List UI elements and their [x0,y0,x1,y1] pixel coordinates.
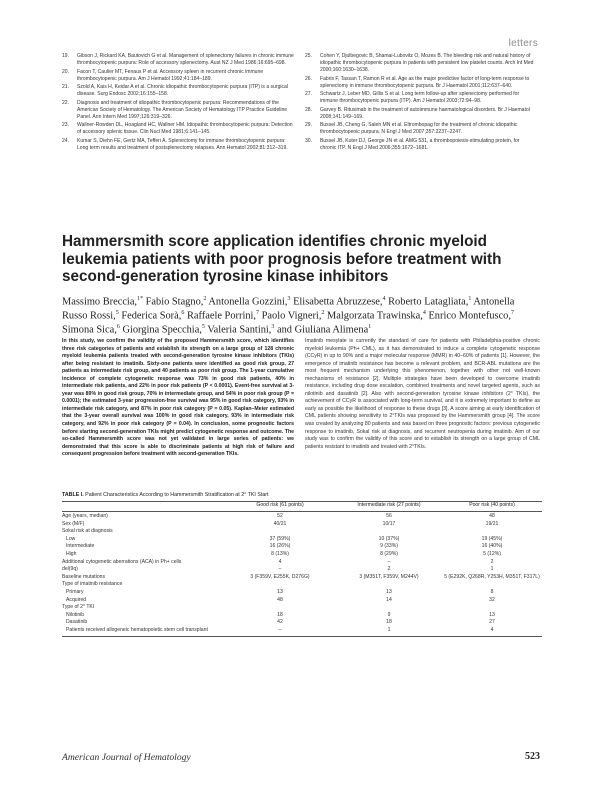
table-cell: 4 [278,558,282,565]
reference-text: Bussel JB, Cheng G, Saleh MN et al. Eltrombopag for the treatment of chronic idiopathic thrombocytopenic purpura. N Engl J Med 2007;357:2237–2247. [320,122,518,136]
author-name: Paolo Vigneri, [261,310,322,322]
table-cell: 40/21 [273,520,287,527]
table-cell: 9 (33%) [380,543,398,550]
author-affiliation: 1* [137,296,144,302]
table-row-label: Additional cytogenetic aberrations (ACA) in Ph+ cells [62,558,182,565]
table-row [62,627,542,635]
table-caption-text: Patient Characteristics According to Hammersmith Stratification at 2° TKI Start [85,492,269,498]
reference-item [305,91,537,105]
author-name: Enrico Montefusco, [428,310,511,322]
table-row [62,559,542,567]
table-row [62,528,542,536]
reference-number: 28. [305,106,313,113]
reference-item [62,138,294,152]
table-cell: 5 (E292K, Q268R, Y253H, M351T, F317L) [444,573,540,580]
table-cell: 2 [387,566,391,573]
table-row-label: Sex (M/F) [62,520,85,527]
author-affiliation: 2 [321,310,325,317]
table-cell: 1 [490,566,494,573]
table-row [62,566,542,574]
reference-text: Garvey B. Rituximab in the treatment of autoimmune haematological disorders. Br J Haematol 2008;141:149–169. [320,106,530,120]
reference-item [62,122,294,136]
table-row [62,589,542,597]
table-row [62,513,542,521]
table-row-label: Dasatinib [66,619,88,626]
author-affiliation: 7 [510,310,514,317]
reference-item [62,69,294,83]
author-name: Fabio Stagno, [145,296,204,308]
reference-item [305,76,537,90]
table-row-label: Intermediate [66,543,95,550]
references-left-column [62,53,294,153]
table-cell: 32 [489,596,495,603]
table-cell: 19/21 [485,520,499,527]
table-cell: 8 (13%) [271,551,289,557]
table-cell: 8 [490,589,494,595]
table-cell: 52 [277,513,283,519]
table-cell: – [278,627,282,633]
author-affiliation: 6 [181,310,185,317]
table-cell: 42 [277,619,283,626]
author-name: Antonella Russo Rossi, [62,296,515,322]
table-row-label: Acquired [66,596,87,603]
table-row [62,597,542,605]
reference-text: Kumar S, Diehn FE, Gertz MA, Tefferi A. Splenectomy for immune thrombocytopenic purpura: Long term results and treatment of postsplenectomy relapses. Ann Hematol 2002;81:312–319. [77,137,288,151]
table-row [62,551,542,559]
section-header: letters [508,38,538,49]
reference-text: Schwartz J, Leber MD, Gillis S et al. Long term follow-up after splenectomy performed for immune thrombocytopenic purpura (ITP). Am J Hematol 2003;72:94–98. [320,91,520,105]
table-header-rule [62,511,542,512]
reference-item [305,138,537,152]
author-affiliation: 3 [287,296,291,302]
reference-item [305,107,537,121]
table-cell: 1 [387,627,391,633]
reference-number: 23. [62,122,70,129]
reference-text: Diagnosis and treatment of idiopathic thrombocytopenic purpura: Recommendations of the American Society of Hematology. The American Society of Hematology ITP Practice Guideline Panel. Ann Intern Med 1997;126:319–326. [77,99,288,120]
reference-number: 21. [62,84,70,90]
author-name: Roberto Latagliata, [388,296,469,308]
table-caption [62,492,542,498]
author-name: Federica Sorà, [121,310,182,322]
author-affiliation: 2 [203,296,207,302]
journal-name: American Journal of Hematology [62,752,191,763]
table-cell: 37 (59%) [269,535,291,542]
table-row-label: Baseline mutations [62,573,106,580]
table-row-label: del(9q) [62,566,78,573]
table-label: TABLE I. [62,492,84,498]
author-affiliation: 1 [468,296,472,302]
reference-text: Wallner-Rowden DL, Hoagland HC, Wallner HM. Idiopathic thrombocytopenic purpura: Detection of accessory splenic tissue. Clin Nucl Med 1981;6:141–145. [77,122,293,136]
table-cell: 13 [489,611,495,618]
table-row-label: Sokal risk at diagnosis [62,528,113,535]
author-affiliation: 7 [256,310,260,317]
reference-number: 22. [62,99,70,106]
author-name: Antonella Gozzini, [208,296,288,308]
table-row [62,604,542,612]
author-affiliation: 4 [382,296,386,302]
author-name: Massimo Breccia, [62,296,138,308]
column-header: Intermediate risk (27 points) [357,502,421,508]
table-cell: 3 (M351T, F359V, M244V) [359,573,419,580]
author-name: Simona Sica, [62,324,117,336]
author-affiliation: 5 [201,324,205,331]
table-row-label: Type of imatinib resistance [62,581,123,588]
table-cell: 10/17 [382,520,396,527]
table-cell: 13 [277,589,283,595]
reference-number: 25. [305,53,313,59]
table-row-label: Type of 2° TKI [62,604,95,611]
reference-text: Bussel JB, Kuter DJ, George JN et al. AMG 531, a thrombopoiesis-stimulating protein, for chronic ITP. N Engl J Med 2006;355:1672–1681. [320,137,520,151]
table-cell: 18 [277,611,283,618]
reference-number: 26. [305,75,313,82]
reference-number: 19. [62,53,70,59]
author-affiliation: 6 [116,324,120,331]
table-cell: 5 (12%) [483,551,501,557]
table-cell: 48 [489,513,495,519]
reference-text: Cohen Y, Djulbegovic B, Shamai-Lubovitz O, Mozes B. The bleeding risk and natural history of idiopathic thrombocytopenic purpura in patients with persistent low platelet counts. Arch Int Med 2000;160:1630–1638. [320,53,534,74]
reference-number: 27. [305,91,313,98]
reference-number: 20. [62,68,70,75]
reference-number: 29. [305,122,313,129]
page-number: 523 [525,751,540,762]
table-cell: 10 (37%) [378,535,400,542]
table-row [62,536,542,544]
references-right-column [305,53,537,153]
article-title: Hammersmith score application identifies chronic myeloid leukemia patients with poor prognosis before treatment with second-generation tyrosine kinase inhibitors [62,233,502,286]
table-cell: – [387,558,391,565]
table-row-label: Patients received allogeneic hematopoietic stem cell transplant [66,627,208,633]
table-cell: 14 [386,596,392,603]
column-header: Poor risk (40 points) [469,502,515,508]
reference-number: 24. [62,137,70,144]
table-row [62,521,542,529]
column-header: Good risk (61 points) [256,502,304,508]
reference-item [305,53,537,74]
table-cell: 56 [386,513,392,519]
reference-text: Szold A, Kais H, Keidar A et al. Chronic idiopathic thrombocytopenic purpura (ITP) is a surgical disease. Surg Endosc 2002;16:155–158. [77,84,288,98]
reference-item [305,122,537,136]
author-name: Valeria Santini, [207,324,272,336]
table-cell: – [278,566,282,573]
table-row-label: Primary [66,589,84,595]
table-row [62,574,542,582]
abstract: In this study, we confirm the validity of the proposed Hammersmith score, which identifies three risk categories of patients and establish its strength on a large group of 128 chronic myeloid leukemia patients treated with second-generation tyrosine kinase inhibitors (TKIs) after being resistant to imatinib. Sixty-one patients were identified as good risk group, 27 patients as intermediate risk group, and 40 patients as poor risk group. The 1-year cumulative incidence of complete cytogenetic response was 73% in good risk patients, 40% in intermediate risk patients, and 22% in poor risk patients (P < 0.0001). Event-free survival at 3-year was 89% in good risk group, 70% in intermediate group, and 54% in poor risk group (P = 0.0001); the estimated 3-year progression-free survival was 95% in good risk category, 93% in intermediate risk category, and 87% in poor risk category (P = 0.05). Kaplan–Meier estimated that the 3-year overall survival was 100% in good risk category, 93% in intermediate risk category, and 92% in poor risk category (P = 0.04). In conclusion, some prognostic factors before starting second-generation TKIs might predict cytogenetic response and outcome. The so-called Hammersmith score was not yet validated in large series of patients: we demonstrated that this score is able to discriminate patients at high risk of failure and consequent progression before treatment with second-generation TKIs. [62,338,294,458]
reference-item [62,84,294,98]
author-affiliation: 4 [422,310,426,317]
table-cell: 19 (45%) [481,535,503,542]
table-row [62,619,542,627]
table-header-row [62,502,542,510]
reference-text: Gibson J, Rickard KA, Bautovich G et al. Management of splenectomy failures in chronic immune thrombocytopenic purpura: Role of accessory splenectomy. Aust NZ J Med 1986;16:695–698. [77,53,294,67]
reference-item [62,100,294,121]
table-cell: 48 [277,596,283,603]
table-cell: 16 (26%) [269,543,291,550]
table-row-label: High [66,551,77,557]
table-row-label: Low [66,535,76,542]
table-cell: 8 (29%) [380,551,398,557]
author-affiliation: 5 [115,310,119,317]
table-cell: 2 [490,558,494,565]
author-list [62,294,542,336]
reference-text: Fabris F, Tassan T, Ramon R et al. Age as the major predictive factor of long-term response to splenectomy in immune thrombocytopenic purpura. Br J Haematol 2001;112:637–640. [320,75,530,89]
author-name: Giorgina Specchia, [122,324,202,336]
table-row-label: Age (years, median) [62,513,108,519]
table-row [62,581,542,589]
author-name: and Giuliana Alimena [277,324,369,336]
reference-text: Facon T, Caulier MT, Fenaux P et al. Accessory spleen in recurrent chronic immune thrombocytopenic purpura. Am J Hematol 1992;41:184–189. [77,68,264,82]
reference-item [62,53,294,67]
table-cell: 13 [386,589,392,595]
table-cell: 4 [490,627,494,633]
reference-number: 30. [305,137,313,144]
author-name: Raffaele Porrini, [186,310,257,322]
table-row [62,612,542,620]
author-name: Elisabetta Abruzzese, [293,296,383,308]
table-cell: 3 (F359V, E255K, D276G) [250,573,310,580]
table-bottom-rule [62,636,542,637]
table-cell: 27 [489,619,495,626]
table-cell: 18 [386,619,392,626]
table-row-label: Nilotinib [66,611,85,618]
author-affiliation: 1 [368,324,372,331]
author-affiliation: 3 [271,324,275,331]
table-cell: 16 (40%) [481,543,503,550]
table-cell: 9 [387,611,391,618]
body-text: Imatinib mesylate is currently the standard of care for patients with Philadelphia-positive chronic myeloid leukemia (Ph+ CML), as it has demonstrated to induce a complete cytogenetic response (CCyR) in up to 90% and a major molecular response (MMR) in 40–60% of patients [1]. However, the emergence of imatinib resistance has become a relevant problem, and BCR-ABL mutations are the most frequent mechanism underlying this phenomenon, together with other not well-known mechanisms of resistance [2]. Multiple strategies have been developed to overcome imatinib resistance, including drug dose escalation, combined treatments and novel targeted agents, such as nilotinib and dasatinib [2]. Also with second-generation tyrosine kinase inhibitors (2° TKIs), the achievement of CCyR is associated with long-term survival, and it is extremely important to define as early as possible the likelihood of response to these drugs [3]. A score aiming at early identification of CML patients showing sensitivity to 2°TKIs was proposed by the Hammersmith group [4]. The score was created by analyzing 80 patients and was based on three prognostic factors: previous cytogenetic response to imatinib, Sokal risk at diagnosis, and recurrent neutropenia during imatinib. Aim of our study was to confirm the validity of this score and to establish its strength on a large group of CML patients resistant to imatinib and treated with 2°TKIs. [305,338,540,450]
author-name: Malgorzata Trawinska, [327,310,423,322]
table-row [62,543,542,551]
